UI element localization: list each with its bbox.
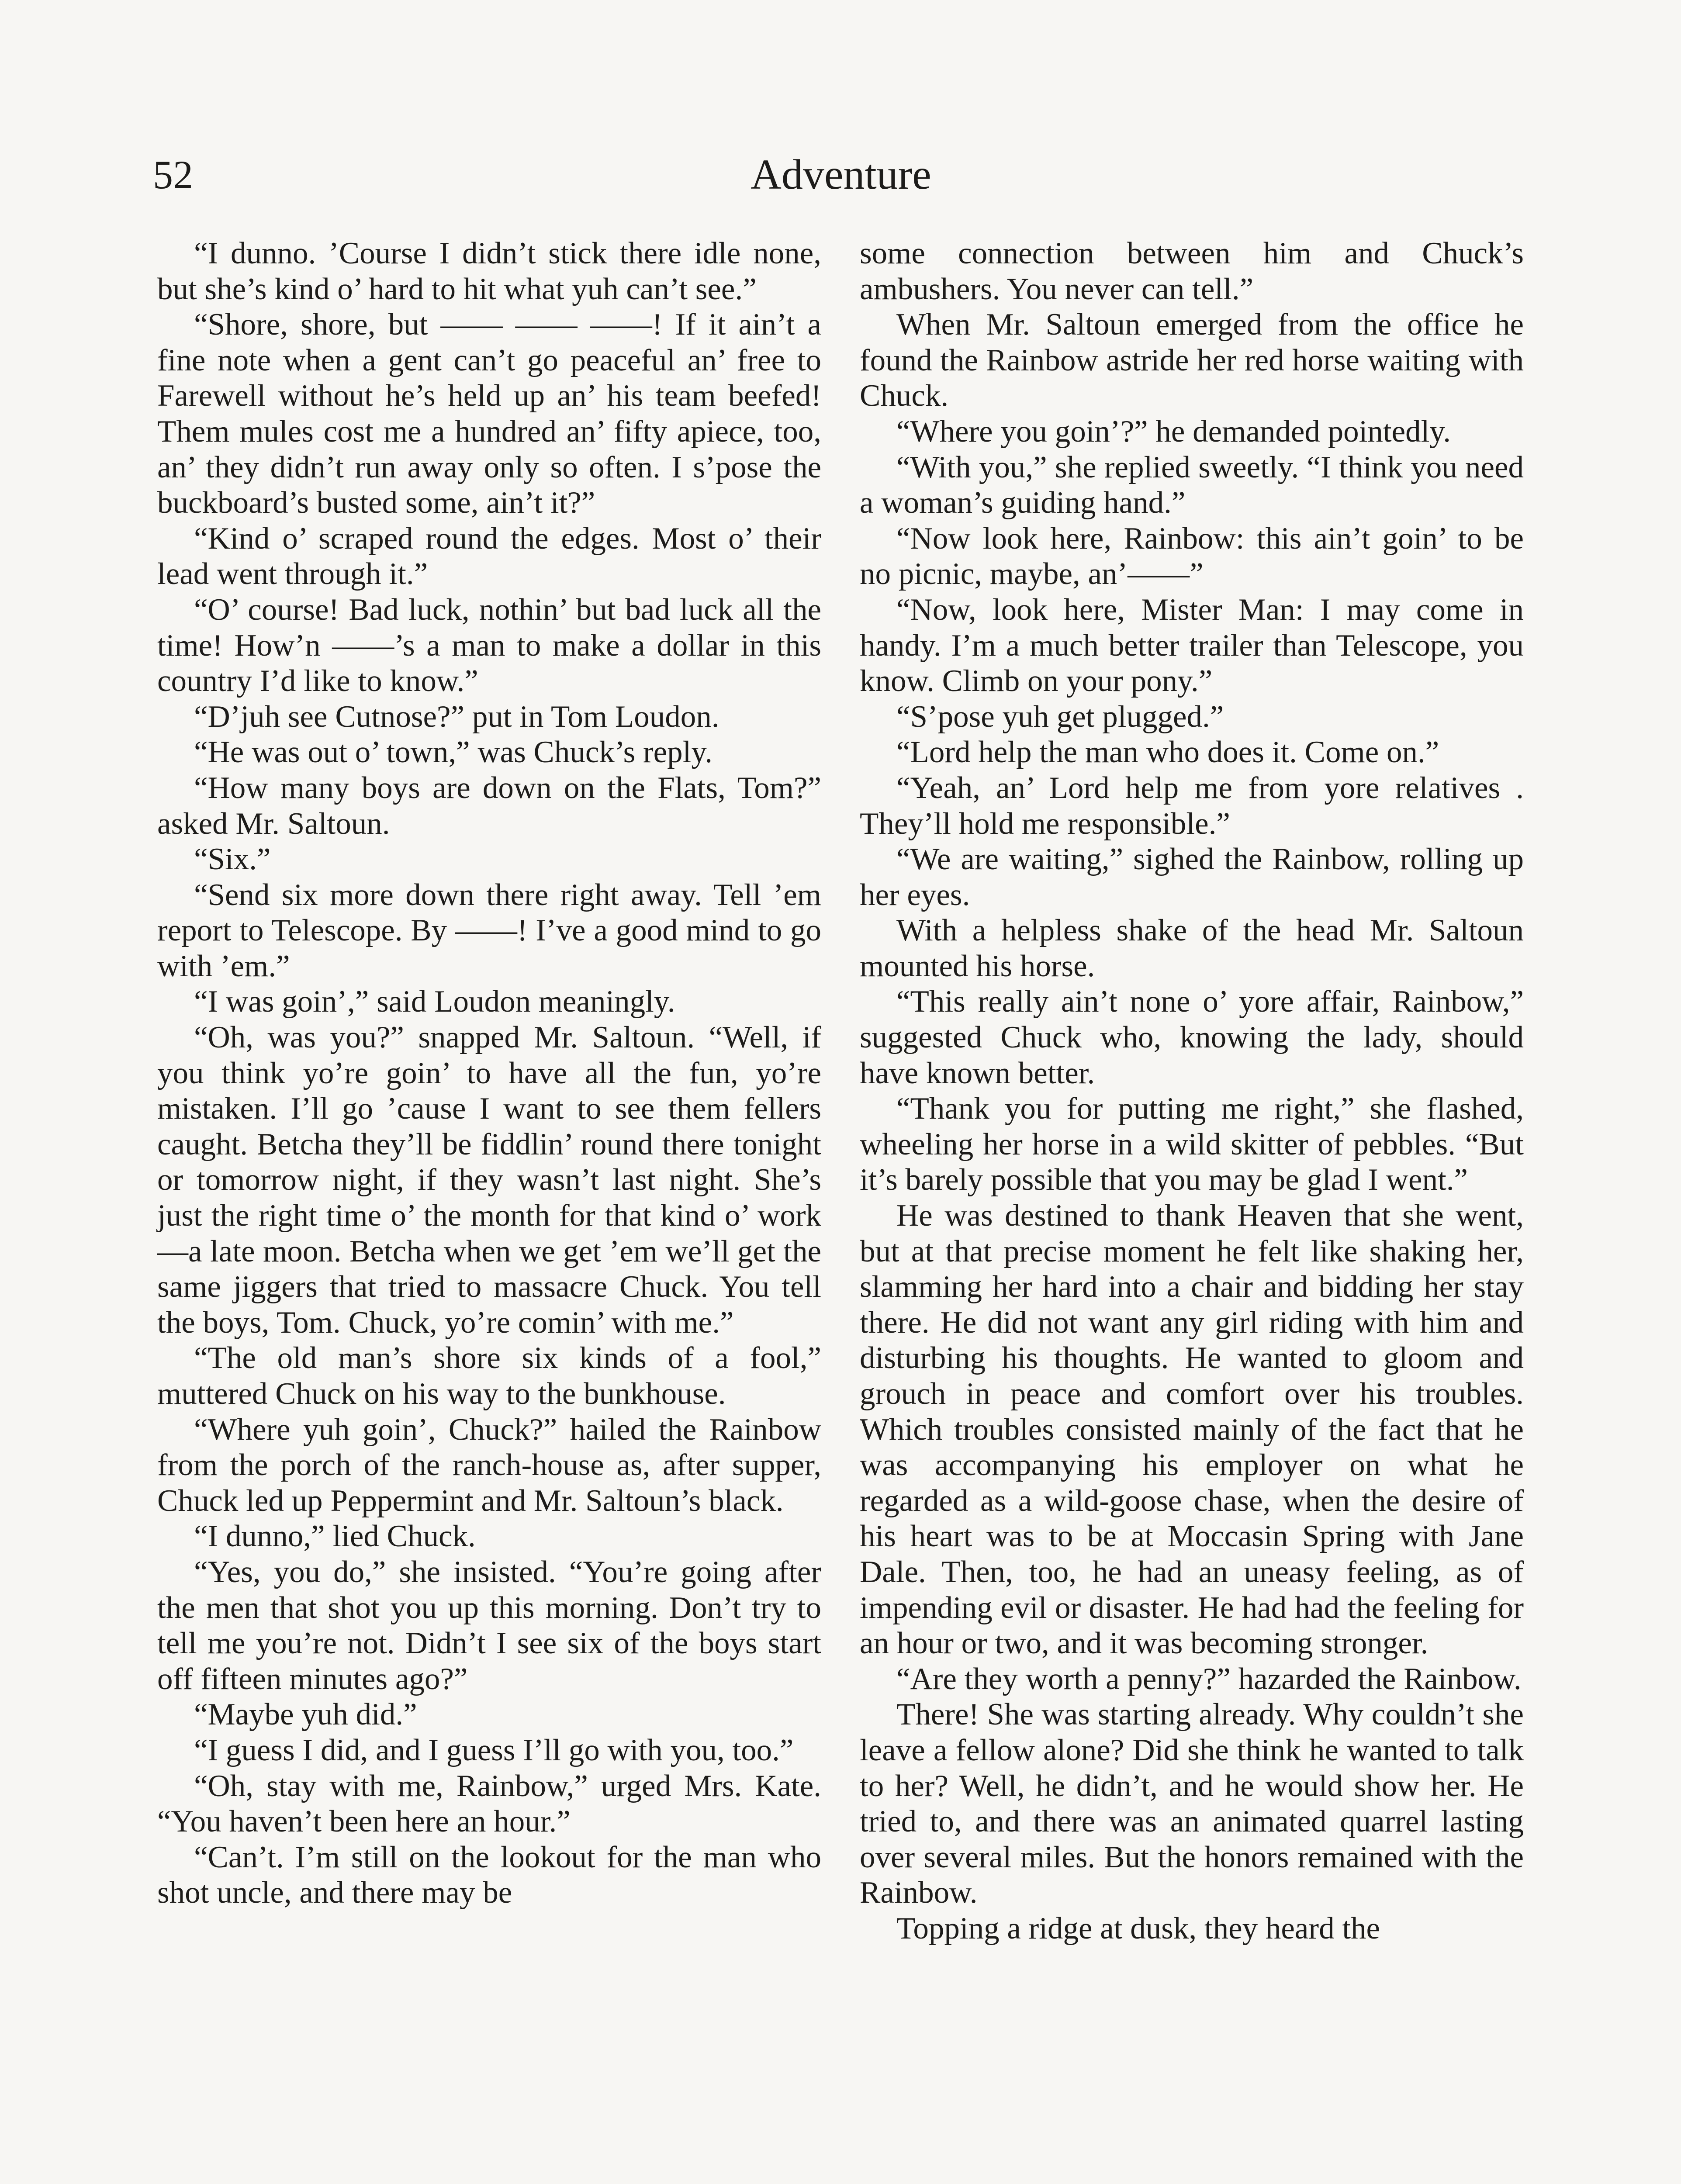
running-title: Adventure	[751, 151, 931, 198]
paragraph: He was destined to thank Heaven that she went, but at that precise moment he felt like shaking her, slamming her hard into a chair and bidding her stay there. He did not want any girl riding with him and disturbing his thoughts. He wanted to gloom and grouch in peace and comfort over his troubles. Which troubles consisted mainly of the fact that he was accompanying his employer on what he regarded as a wild-goose chase, when the desire of his heart was to be at Moccasin Spring with Jane Dale. Then, too, he had an uneasy feeling, as of impending evil or disaster. He had had the feeling for an hour or two, and it was becoming stronger.	[860, 1199, 1524, 1661]
paragraph: There! She was starting already. Why couldn’t she leave a fellow alone? Did she think he wanted to talk to her? Well, he didn’t, and he would show her. He tried to, and there was an animated quarrel lasting over several miles. But the honors remained with the Rainbow.	[860, 1697, 1524, 1910]
paragraph: “Send six more down there right away. Tell ’em report to Telescope. By ——! I’ve a good mind to go with ’em.”	[157, 878, 821, 983]
paragraph: With a helpless shake of the head Mr. Saltoun mounted his horse.	[860, 913, 1524, 983]
paragraph: “Lord help the man who does it. Come on.”	[896, 735, 1439, 770]
paragraph: “I guess I did, and I guess I’ll go with you, too.”	[194, 1733, 794, 1767]
page-header	[153, 144, 1529, 205]
right-column	[860, 236, 1524, 1947]
paragraph: “Yes, you do,” she insisted. “You’re going after the men that shot you up this morning. Don’t try to tell me you’re not. Didn’t I see six of the boys start off fifteen minutes ago?”	[157, 1555, 821, 1696]
paragraph: “How many boys are down on the Flats, Tom?” asked Mr. Saltoun.	[157, 771, 821, 841]
paragraph: “Maybe yuh did.”	[194, 1697, 417, 1732]
paragraph: “Where yuh goin’, Chuck?” hailed the Rainbow from the porch of the ranch-house as, after supper, Chuck led up Peppermint and Mr. Saltoun’s black.	[157, 1412, 821, 1518]
paragraph: “Now look here, Rainbow: this ain’t goin’ to be no picnic, maybe, an’——”	[860, 521, 1524, 591]
paragraph: “Kind o’ scraped round the edges. Most o’ their lead went through it.”	[157, 521, 821, 591]
paragraph: “Oh, stay with me, Rainbow,” urged Mrs. Kate. “You haven’t been here an hour.”	[157, 1769, 821, 1839]
paragraph-continuation: some connection between him and Chuck’s ambushers. You never can tell.”	[860, 236, 1524, 306]
paragraph: “Yeah, an’ Lord help me from yore relatives . They’ll hold me responsible.”	[860, 771, 1524, 841]
paragraph: “I dunno,” lied Chuck.	[194, 1519, 476, 1554]
paragraph: “Shore, shore, but —— —— ——! If it ain’t a fine note when a gent can’t go peaceful an’ free to Farewell without he’s held up an’ his team beefed! Them mules cost me a hundred an’ fifty apiece, too, an’ they didn’t run away only so often. I s’pose the buckboard’s busted some, ain’t it?”	[157, 308, 821, 520]
paragraph: “Now, look here, Mister Man: I may come in handy. I’m a much better trailer than Telescope, you know. Climb on your pony.”	[860, 592, 1524, 698]
paragraph: “This really ain’t none o’ yore affair, Rainbow,” suggested Chuck who, knowing the lady, should have known better.	[860, 985, 1524, 1090]
paragraph: “S’pose yuh get plugged.”	[896, 699, 1224, 734]
paragraph: “O’ course! Bad luck, nothin’ but bad luck all the time! How’n ——’s a man to make a dollar in this country I’d like to know.”	[157, 592, 821, 698]
paragraph: Topping a ridge at dusk, they heard the	[896, 1911, 1380, 1946]
paragraph: “Where you goin’?” he demanded pointedly.	[896, 414, 1451, 449]
paragraph: “Are they worth a penny?” hazarded the Rainbow.	[896, 1662, 1522, 1696]
paragraph: “I dunno. ’Course I didn’t stick there idle none, but she’s kind o’ hard to hit what yuh can’t see.”	[157, 236, 821, 306]
paragraph: “We are waiting,” sighed the Rainbow, rolling up her eyes.	[860, 842, 1524, 912]
paragraph: “I was goin’,” said Loudon meaningly.	[194, 985, 675, 1019]
paragraph: “He was out o’ town,” was Chuck’s reply.	[194, 735, 713, 770]
paragraph: “Six.”	[194, 842, 271, 877]
paragraph: “With you,” she replied sweetly. “I think you need a woman’s guiding hand.”	[860, 450, 1524, 520]
paragraph: “The old man’s shore six kinds of a fool,” muttered Chuck on his way to the bunkhouse.	[157, 1341, 821, 1411]
paragraph: “D’juh see Cutnose?” put in Tom Loudon.	[194, 699, 719, 734]
page-number: 52	[153, 152, 193, 197]
paragraph: “Oh, was you?” snapped Mr. Saltoun. “Well, if you think yo’re goin’ to have all the fun, yo’re mistaken. I’ll go ’cause I want to see them fellers caught. Betcha they’ll be fiddlin’ round there tonight or tomorrow night, if they wasn’t last night. She’s just the right time o’ the month for that kind o’ work—a late moon. Betcha when we get ’em we’ll get the same jiggers that tried to massacre Chuck. You tell the boys, Tom. Chuck, yo’re comin’ with me.”	[157, 1020, 821, 1340]
paragraph: “Thank you for putting me right,” she flashed, wheeling her horse in a wild skitter of pebbles. “But it’s barely possible that you may be glad I went.”	[860, 1092, 1524, 1197]
left-column	[157, 236, 821, 1911]
paragraph: When Mr. Saltoun emerged from the office he found the Rainbow astride her red horse waiting with Chuck.	[860, 308, 1524, 413]
paragraph: “Can’t. I’m still on the lookout for the man who shot uncle, and there may be	[157, 1840, 821, 1910]
